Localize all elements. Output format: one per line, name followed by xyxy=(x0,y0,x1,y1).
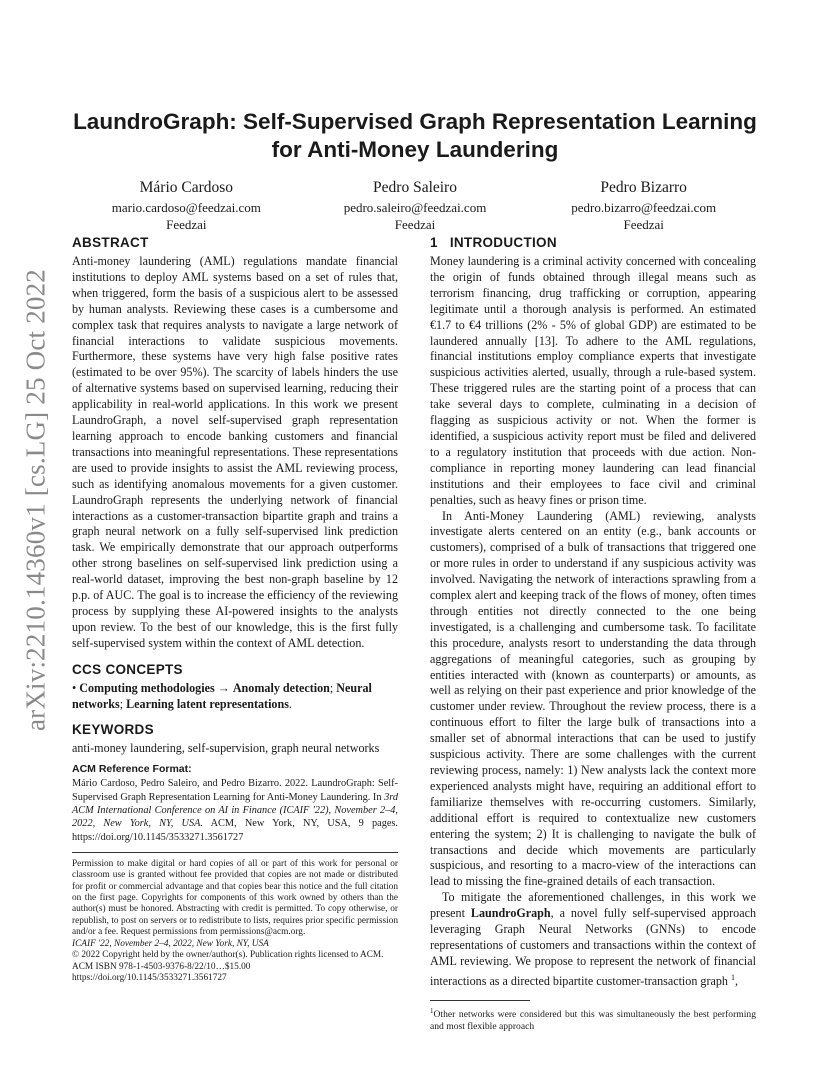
footnote-number: 1 xyxy=(430,1006,434,1015)
author-block xyxy=(72,178,758,233)
abstract-heading: ABSTRACT xyxy=(72,235,149,250)
isbn-line: ACM ISBN 978-1-4503-9376-8/22/10…$15.00 xyxy=(72,961,251,972)
author-name: Pedro Saleiro xyxy=(373,179,457,196)
acm-ref-venue: 3rd ACM International Conference on AI in Finance (ICAIF '22), November 2–4, 2022, New York, NY, USA. xyxy=(72,791,398,830)
copyright-line: © 2022 Copyright held by the owner/author(s). Publication rights licensed to ACM. xyxy=(72,950,384,961)
permission-venue: ICAIF '22, November 2–4, 2022, New York, NY, USA xyxy=(72,938,269,949)
author-name: Pedro Bizarro xyxy=(600,179,687,196)
footnote xyxy=(430,1005,756,1033)
author-1 xyxy=(72,178,301,233)
title-line-1: LaundroGraph: Self-Supervised Graph Representation Learning xyxy=(73,109,757,134)
left-column xyxy=(72,235,398,984)
author-email: pedro.bizarro@feedzai.com xyxy=(571,200,717,215)
ccs-bullet: • xyxy=(72,680,77,695)
ccs-concepts xyxy=(72,681,398,713)
arxiv-stamp xyxy=(6,240,66,760)
ccs-part-3: Neural networks xyxy=(72,680,372,711)
section-title: INTRODUCTION xyxy=(449,235,557,250)
author-email: pedro.saleiro@feedzai.com xyxy=(343,200,487,215)
intro-paragraph-2: In Anti-Money Laundering (AML) reviewing, analysts investigate alerts centered on an entity (e.g., bank accounts or customers), comprised of a bulk of transactions that triggered one or more rules in order to understand if any suspicious activity was involved. Navigating the network of interactions sprawling from a complex alert and keeping track of the flows of money, often times through entities not directly connected to the one being investigated, is a challenging and cumbersome task. To facilitate this procedure, analysts resort to understanding the data through aggregations of meaningful categories, such as grouping by entities interacted with (known as counterparts) or amounts, as well as relying on their past experience and prior knowledge of the customer under review. Throughout the review process, there is a continuous effort to filter the large bulk of transactions into a smaller set of abnormal interactions that can be used to justify suspicious activity. There are some challenges with the current reviewing process, namely: 1) New analysts lack the context more experienced analysts might have, requiring an additional effort to familiarize themselves with re-occurring customers. Similarly, additional effort is required to contextualize new customers entering the system; 2) It is challenging to navigate the bulk of transactions and decide which movements are particularly suspicious, and resorting to a macro-view of the interactions can lead to missing the fine-grained details of each transaction. xyxy=(430,508,756,889)
author-name: Mário Cardoso xyxy=(139,179,234,196)
ccs-sep: ; xyxy=(119,696,127,711)
ccs-part-1: Computing methodologies xyxy=(79,680,215,695)
doi-link[interactable]: https://doi.org/10.1145/3533271.3561727 xyxy=(72,972,227,983)
author-affiliation: Feedzai xyxy=(394,217,436,232)
author-2 xyxy=(301,178,530,233)
paper-title xyxy=(72,108,758,164)
acm-ref-text xyxy=(72,777,398,843)
section-number: 1 xyxy=(430,235,438,250)
acm-ref-part-2: ACM, New York, NY, USA, 9 pages. https://doi.org/10.1145/3533271.3561727 xyxy=(72,818,398,843)
intro-heading xyxy=(430,235,756,250)
ccs-end: . xyxy=(288,696,292,711)
right-column xyxy=(430,235,756,1033)
intro-paragraph-1: Money laundering is a criminal activity concerned with concealing the origin of funds obtained through illegal means such as terrorism financing, drug trafficking or corruption, appearing legitimate until a thorough analysis is performed. An estimated €1.7 to €4 trillions (2% - 5% of global GDP) are estimated to be laundered annually [13]. To adhere to the AML regulations, financial institutions employ compliance experts that investigate suspicious activities alerted, usually, through a rule-based system. These triggered rules are the starting point of a process that can take several days to complete, culminating in a decision of flagging as suspicious activity or not. When the former is identified, a suspicious activity report must be filed and delivered to a regulatory institution that proceeds with due action. Non-compliance in reporting money laundering can lead financial institutions and their employees to face civil and criminal penalties, such as heavy fines or prison time. xyxy=(430,254,756,507)
keywords-heading: KEYWORDS xyxy=(72,722,154,738)
author-email: mario.cardoso@feedzai.com xyxy=(111,200,261,215)
author-affiliation: Feedzai xyxy=(623,217,664,232)
system-name: LaundroGraph xyxy=(470,906,551,921)
ccs-sep: ; xyxy=(329,680,337,695)
title-line-2: for Anti-Money Laundering xyxy=(271,137,559,162)
permission-rule xyxy=(72,852,398,853)
arxiv-stamp-text: arXiv:2210.14360v1 [cs.LG] 25 Oct 2022 xyxy=(20,268,51,732)
ccs-arrow: → xyxy=(217,680,230,695)
footnote-marker[interactable]: 1 xyxy=(730,972,735,982)
acm-ref-heading: ACM Reference Format: xyxy=(72,763,192,776)
keywords-text: anti-money laundering, self-supervision, graph neural networks xyxy=(72,741,380,756)
acm-ref-part-1: Mário Cardoso, Pedro Saleiro, and Pedro Bizarro. 2022. LaundroGraph: Self-Supervised Graph Representation Learning for Anti-Money Laundering. In xyxy=(72,778,398,803)
abstract-text: Anti-money laundering (AML) regulations mandate financial institutions to deploy AML systems based on a set of rules that, when triggered, form the basis of a suspicious alert to be assessed by human analysts. Reviewing these cases is a cumbersome and complex task that requires analysts to navigate a large network of financial interactions to validate suspicious movements. Furthermore, these systems have very high false positive rates (estimated to be over 95%). The scarcity of labels hinders the use of alternative systems based on supervised learning, reducing their applicability in real-world applications. In this work we present LaundroGraph, a novel self-supervised graph representation learning approach to encode banking customers and financial transactions into meaningful representations. These representations are used to provide insights to assist the AML reviewing process, such as identifying anomalous movements for a given customer. LaundroGraph represents the underlying network of financial interactions as a customer-transaction bipartite graph and trains a graph neural network on a fully self-supervised link prediction task. We empirically demonstrate that our approach outperforms other strong baselines on self-supervised link prediction using a real-world dataset, improving the best non-graph baseline by 12 p.p. of AUC. The goal is to increase the efficiency of the reviewing process by supplying these AI-powered insights to the analysts upon review. To the best of our knowledge, this is the first fully self-supervised system within the context of AML detection. xyxy=(72,254,398,650)
permission-text: Permission to make digital or hard copies of all or part of this work for personal or classroom use is granted without fee provided that copies are not made or distributed for profit or commercial advantage and that copies bear this notice and the full citation on the first page. Copyrights for components of this work owned by others than the author(s) must be honored. Abstracting with credit is permitted. To copy otherwise, or republish, to post on servers or to redistribute to lists, requires prior specific permission and/or a fee. Request permissions from permissions@acm.org. xyxy=(72,858,398,938)
footnote-text: Other networks were considered but this was simultaneously the best performing and most flexible approach xyxy=(430,1008,756,1032)
author-affiliation: Feedzai xyxy=(166,217,207,232)
intro-paragraph-3: To mitigate the aforementioned challenges, in this work we present LaundroGraph, a novel fully self-supervised approach leveraging Graph Neural Networks (GNNs) to encode representations of customers and transactions within the context of AML reviewing. We propose to represent the network of financial interactions as a directed bipartite customer-transaction graph $^1$, xyxy=(430,890,756,988)
author-3 xyxy=(529,178,758,233)
ccs-part-2: Anomaly detection xyxy=(232,680,330,695)
ccs-heading: CCS CONCEPTS xyxy=(72,661,183,677)
ccs-part-4: Learning latent representations xyxy=(126,696,289,711)
footnote-rule xyxy=(430,1000,530,1001)
